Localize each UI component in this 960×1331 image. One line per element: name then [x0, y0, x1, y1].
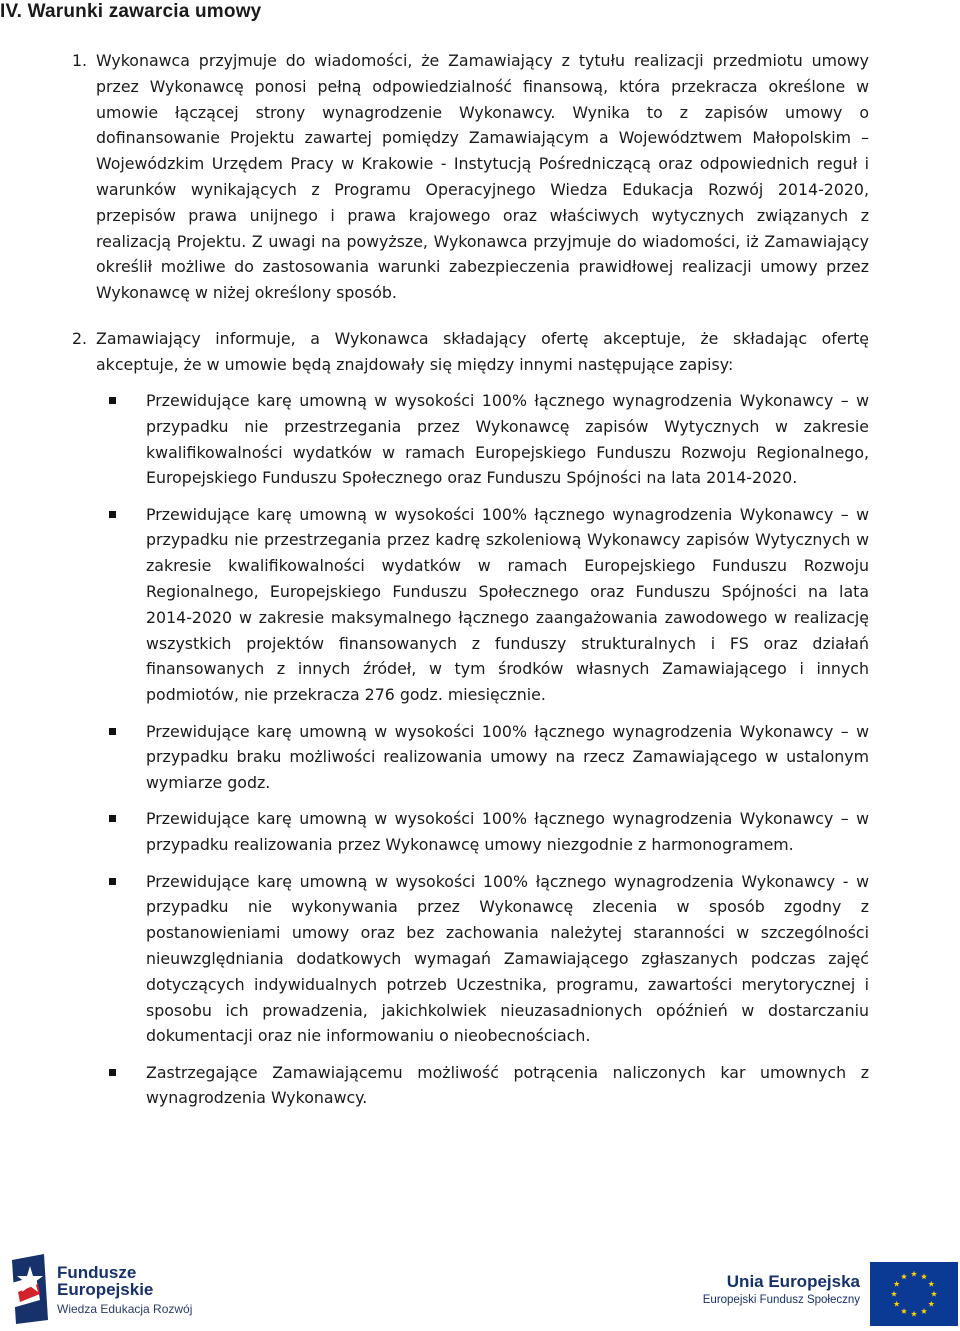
square-bullet-icon [109, 397, 116, 404]
logo-line: Wiedza Edukacja Rozwój [57, 1302, 193, 1316]
unia-europejska-logo [700, 1262, 958, 1326]
clauses-list [146, 388, 869, 1122]
square-bullet-icon [109, 1069, 116, 1076]
section-heading: IV. Warunki zawarcia umowy [0, 1, 262, 22]
square-bullet-icon [109, 728, 116, 735]
paragraph-text: Wykonawca przyjmuje do wiadomości, że Zamawiający z tytułu realizacji przedmiotu umowy przez Wykonawcę ponosi pełną odpowiedzialność finansową, która przekracza określone w umowie łączącej strony wynagrodzenie Wykonawcy. Wynika to z zapisów umowy o dofinansowanie Projektu zawartej pomiędzy Zamawiającym a Województwem Małopolskim – Wojewódzkim Urzędem Pracy w Krakowie - Instytucją Pośredniczącą oraz odpowiednich reguł i warunków wynikających z Programu Operacyjnego Wiedza Edukacja Rozwój 2014-2020, przepisów prawa unijnego i prawa krajowego oraz właściwych wytycznych związanych z realizacją Projektu. Z uwagi na powyższe, Wykonawca przyjmuje do wiadomości, iż Zamawiający określił możliwe do zastosowania warunki zabezpieczenia prawidłowej realizacji umowy przez Wykonawcę w niżej określony sposób. [96, 51, 869, 303]
fundusze-europejskie-logo [8, 1250, 208, 1326]
logo-line: Europejski Fundusz Społeczny [702, 1294, 860, 1306]
list-item: Przewidujące karę umowną w wysokości 100% łącznego wynagrodzenia Wykonawcy – w przypadku nie przestrzegania przez kadrę szkoleniową Wykonawcy zapisów Wytycznych w zakresie kwalifikowalności wydatków w ramach Europejskiego Funduszu Rozwoju Regionalnego, Europejskiego Funduszu Społecznego oraz Funduszu Spójności na lata 2014-2020 w zakresie maksymalnego łącznego zaangażowania zawodowego w realizację wszystkich projektów finansowanych z funduszy strukturalnych i FS oraz działań finansowanych z innych źródeł, w tym środków własnych Zamawiającego i innych podmiotów, nie przekracza 276 godz. miesięcznie. [146, 502, 869, 708]
list-item: Przewidujące karę umowną w wysokości 100% łącznego wynagrodzenia Wykonawcy – w przypadku nie przestrzegania przez Wykonawcę zapisów Wytycznych w zakresie kwalifikowalności wydatków w ramach Europejskiego Funduszu Rozwoju Regionalnego, Europejskiego Funduszu Społecznego oraz Funduszu Spójności na lata 2014-2020. [146, 388, 869, 491]
paragraph-number: 2. [72, 329, 88, 348]
square-bullet-icon [109, 511, 116, 518]
logo-line: Fundusze [57, 1263, 137, 1282]
paragraph-2 [72, 326, 869, 378]
list-item: Przewidujące karę umowną w wysokości 100% łącznego wynagrodzenia Wykonawcy – w przypadku braku możliwości realizowania umowy na rzecz Zamawiającego w ustalonym wymiarze godz. [146, 719, 869, 796]
list-item: Przewidujące karę umowną w wysokości 100% łącznego wynagrodzenia Wykonawcy - w przypadku nie wykonywania przez Wykonawcę zlecenia w sposób zgodny z postanowieniami umowy oraz bez zachowania należytej staranności w szczególności nieuwzględniania dodatkowych wymagań Zamawiającego zgłaszanych podczas zajęć dotyczących indywidualnych potrzeb Uczestnika, programu, zawartości merytorycznej i sposobu ich prowadzenia, jakichkolwiek nieuzasadnionych opóźnień w dostarczaniu dokumentacji oraz nie informowaniu o nieobecnościach. [146, 869, 869, 1050]
logo-line: Unia Europejska [726, 1272, 860, 1291]
paragraph-1 [72, 48, 869, 306]
square-bullet-icon [109, 878, 116, 885]
paragraph-text: Zamawiający informuje, a Wykonawca składający ofertę akceptuje, że składając ofertę akceptuje, że w umowie będą znajdowały się między innymi następujące zapisy: [96, 329, 869, 374]
fundusze-europejskie-star-icon [8, 1254, 52, 1324]
eu-flag-icon [870, 1262, 958, 1326]
paragraph-number: 1. [72, 51, 88, 70]
list-item: Przewidujące karę umowną w wysokości 100% łącznego wynagrodzenia Wykonawcy – w przypadku realizowania przez Wykonawcę umowy niezgodnie z harmonogramem. [146, 806, 869, 858]
list-item: Zastrzegające Zamawiającemu możliwość potrącenia naliczonych kar umownych z wynagrodzenia Wykonawcy. [146, 1060, 869, 1112]
logo-line: Europejskie [57, 1280, 154, 1299]
square-bullet-icon [109, 815, 116, 822]
